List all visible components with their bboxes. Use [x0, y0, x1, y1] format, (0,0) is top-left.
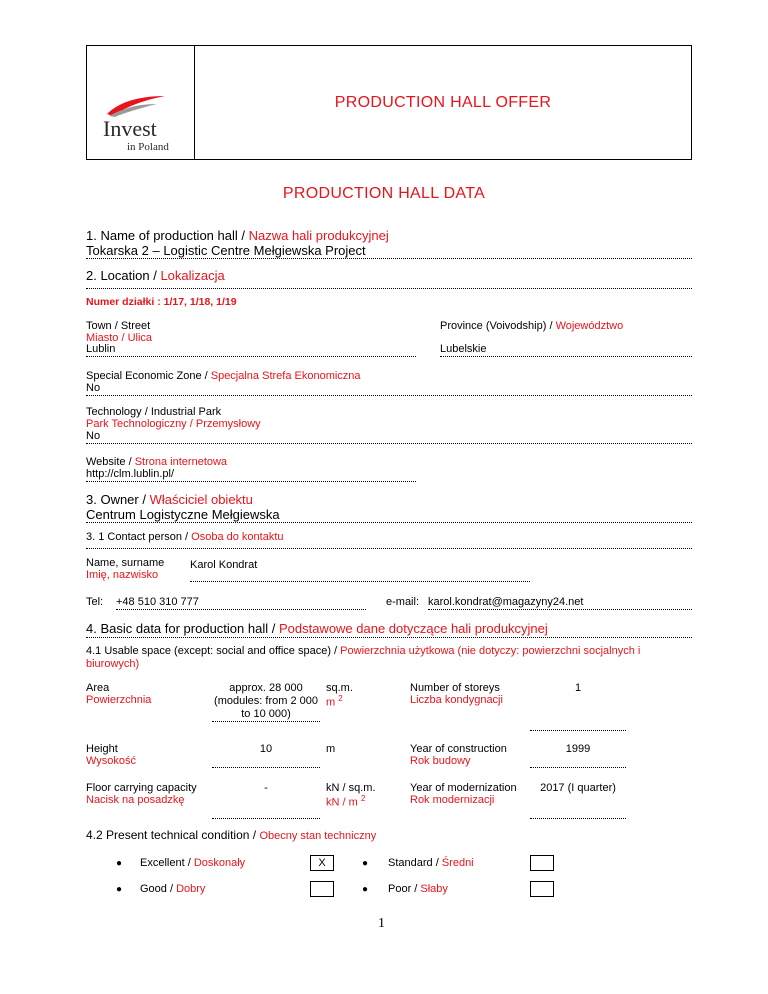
page-number: 1: [378, 916, 385, 931]
tech-park-label: Technology / Industrial Park Park Technologiczny / Przemysłowy: [86, 406, 261, 430]
logo-subtitle: in Poland: [127, 141, 169, 153]
tel-field: +48 510 310 777: [116, 596, 366, 610]
section-title: PRODUCTION HALL DATA: [282, 185, 486, 202]
modernization-label: Year of modernization Rok modernizacji: [410, 782, 517, 806]
sez-field: No: [86, 382, 692, 396]
good-label: Good / Dobry: [140, 883, 206, 895]
town-field: Lublin: [86, 343, 416, 357]
excellent-checkbox[interactable]: X: [310, 855, 334, 871]
logo-word: Invest: [103, 116, 157, 141]
poor-label: Poor / Słaby: [388, 883, 448, 895]
tech-park-field: No: [86, 430, 692, 444]
website-label: Website / Strona internetowa: [86, 456, 228, 468]
website-field: http://clm.lublin.pl/: [86, 468, 416, 482]
province-field: Lubelskie: [440, 343, 692, 357]
divider: [86, 288, 692, 289]
floor-label: Floor carrying capacity Nacisk na posadzkę: [86, 782, 197, 806]
floor-field: -: [212, 782, 320, 819]
area-unit: sq.m. m $^2$: [326, 682, 353, 709]
header-box: [86, 45, 692, 160]
standard-checkbox[interactable]: [530, 855, 554, 871]
s1-label: 1. Name of production hall / Nazwa hali produkcyjnej: [86, 228, 389, 243]
height-field: 10: [212, 743, 320, 768]
year-field: 1999: [530, 743, 626, 768]
s4-label: 4. Basic data for production hall / Podstawowe dane dotyczące hali produkcyjnej: [86, 621, 548, 636]
plot-number: Numer działki : 1/17, 1/18, 1/19: [86, 296, 237, 308]
height-label: Height Wysokość: [86, 743, 137, 767]
area-field: approx. 28 000 (modules: from 2 000 to 10 000): [212, 682, 320, 722]
area-label: Area Powierzchnia: [86, 682, 152, 706]
year-label: Year of construction Rok budowy: [410, 743, 507, 767]
poor-checkbox[interactable]: [530, 881, 554, 897]
tel-label: Tel:: [86, 596, 104, 608]
name-field: Karol Kondrat: [190, 559, 530, 582]
invest-in-poland-logo: [87, 46, 195, 159]
email-label: e-mail:: [386, 596, 420, 608]
good-checkbox[interactable]: [310, 881, 334, 897]
town-label: Town / Street Miasto / Ulica: [86, 320, 153, 344]
province-label: Province (Voivodship) / Województwo: [440, 320, 624, 332]
hall-name-field: Tokarska 2 – Logistic Centre Mełgiewska Project: [86, 243, 692, 259]
owner-field: Centrum Logistyczne Mełgiewska: [86, 507, 692, 523]
divider: [86, 637, 692, 638]
height-unit: m: [326, 743, 336, 755]
condition-label: 4.2 Present technical condition / Obecny stan techniczny: [86, 828, 377, 842]
s3-label: 3. Owner / Właściciel obiektu: [86, 492, 253, 507]
excellent-label: Excellent / Doskonały: [140, 857, 246, 869]
divider: [86, 548, 692, 549]
logo-swoosh-icon: [105, 94, 167, 118]
standard-label: Standard / Średni: [388, 857, 474, 869]
page-title: PRODUCTION HALL OFFER: [334, 93, 552, 111]
contact-label: 3. 1 Contact person / Osoba do kontaktu: [86, 531, 284, 543]
bullet-icon: ●: [362, 858, 369, 869]
storeys-label: Number of storeys Liczba kondygnacji: [410, 682, 503, 706]
name-label: Name, surname Imię, nazwisko: [86, 557, 165, 581]
modernization-field: 2017 (I quarter): [530, 782, 626, 819]
floor-unit: kN / sq.m. kN / m $^2$: [326, 782, 376, 809]
sez-label: Special Economic Zone / Specjalna Strefa Ekonomiczna: [86, 370, 361, 382]
bullet-icon: ●: [362, 884, 369, 895]
usable-space-label: 4.1 Usable space (except: social and office space) / Powierzchnia użytkowa (nie dotyczy: powierzchni socjalnych i biurowych): [86, 645, 641, 670]
bullet-icon: ●: [116, 858, 123, 869]
bullet-icon: ●: [116, 884, 123, 895]
s2-label: 2. Location / Lokalizacja: [86, 268, 225, 283]
email-field: karol.kondrat@magazyny24.net: [428, 596, 692, 610]
storeys-field: 1: [530, 682, 626, 731]
